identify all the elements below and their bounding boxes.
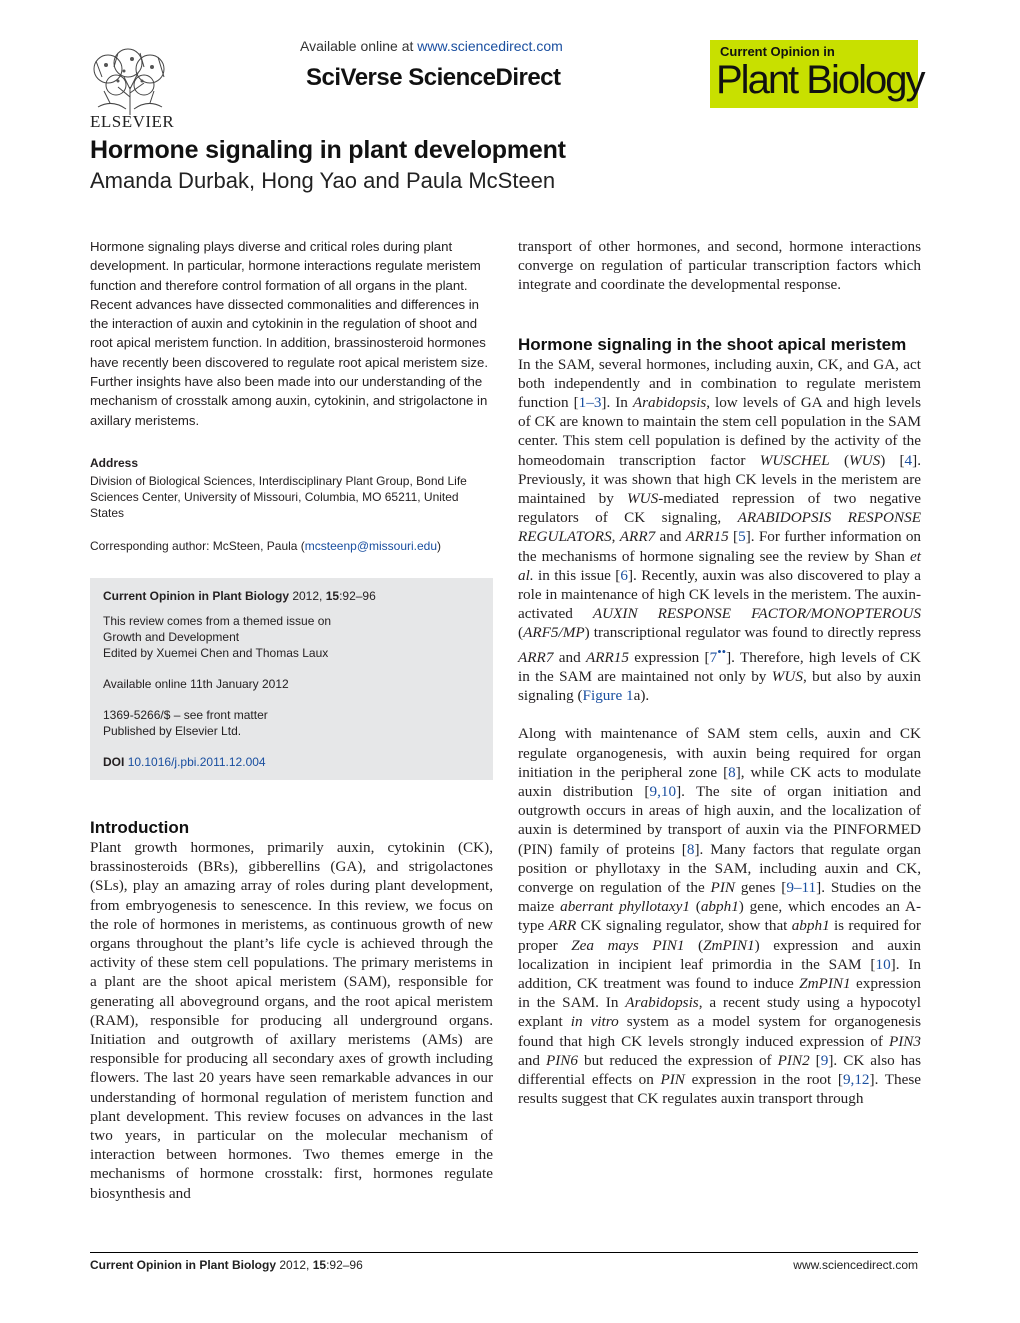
intro-continuation: transport of other hormones, and second, hormone interactions converge on regulation of particular transcription factors which integrate and coordinate the developmental response. [518, 238, 921, 294]
footer-year: 2012, [276, 1258, 313, 1272]
info-published-by: Published by Elsevier Ltd. [103, 723, 242, 738]
footer-rule [90, 1252, 918, 1253]
available-online-line [300, 38, 563, 54]
doi-link[interactable]: 10.1016/j.pbi.2011.12.004 [127, 754, 266, 769]
introduction-paragraph: Plant growth hormones, primarily auxin, cytokinin (CK), brassinosteroids (BRs), gibberellins (GA), and strigolactones (SLs), play an amazing array of roles during plant development, from embryogenesis to senescence. In this review, we focus on the role of hormones in meristems, as continuous growth of new organs throughout the plant’s life cycle is achieved through the activity of these stem cell populations. The primary meristems in a plant are the shoot apical meristem (SAM), responsible for generating all aboveground organs, and the root apical meristem (RAM), responsible for producing all underground organs. Initiation and outgrowth of axillary meristems (AMs) are responsible for producing all secondary axes of growth including flowers. The last 20 years have seen remarkable advances in our understanding of hormonal regulation of meristem function and plant development. This review focuses on advances in the last two years, in particular on the molecular mechanism of interaction between hormones. Two themes emerge in the mechanisms of hormone crosstalk: first, hormones regulate biosynthesis and [90, 838, 493, 1202]
ref-link[interactable]: 9–11 [786, 878, 817, 896]
ref-link[interactable]: 5 [738, 528, 746, 546]
ref-link[interactable]: 8 [728, 763, 736, 781]
footer-url[interactable]: www.sciencedirect.com [793, 1258, 918, 1272]
corresponding-suffix: ) [437, 538, 442, 553]
sam-section-heading: Hormone signaling in the shoot apical meristem [518, 334, 907, 354]
corresponding-email-link[interactable]: mcsteenp@missouri.edu [304, 538, 438, 553]
info-themed-line2: Growth and Development [103, 629, 240, 644]
journal-logo-small: Current Opinion in [720, 44, 835, 59]
footer-pages: :92–96 [326, 1258, 363, 1272]
article-title: Hormone signaling in plant development [90, 136, 566, 164]
ref-link[interactable]: 9,12 [842, 1070, 870, 1088]
ref-link[interactable]: 8 [686, 840, 695, 858]
address-label: Address [90, 455, 139, 470]
journal-logo-box [710, 40, 924, 108]
ref-link[interactable]: 9 [820, 1051, 829, 1069]
address-text: Division of Biological Sciences, Interdisciplinary Plant Group, Bond Life Sciences Center, University of Missouri, Columbia, MO 65211, United States [90, 473, 467, 520]
info-edited-by: Edited by Xuemei Chen and Thomas Laux [103, 645, 329, 660]
abstract: Hormone signaling plays diverse and critical roles during plant development. In particular, hormone interactions regulate meristem function and therefore control formation of all organs in the plant. Recent advances have dissected commonalities and differences in the interaction of auxin and cytokinin in the regulation of shoot and root apical meristem function. In addition, brassinosteroid hormones have recently been discovered to regulate root apical meristem size. Further insights have also been made into our understanding of the mechanism of crosstalk among auxin, cytokinin, and strigolactone in axillary meristems. [90, 239, 489, 428]
footer-citation [90, 1258, 363, 1272]
info-issn: 1369-5266/$ – see front matter [103, 707, 268, 722]
sciencedirect-link[interactable]: www.sciencedirect.com [417, 38, 563, 54]
sam-paragraph-1: In the SAM, several hormones, including auxin, CK, and GA, act both independently and in combination to regulate meristem function [1–3]. In Arabidopsis, low levels of GA and high levels of CK are known to maintain the stem cell population in the SAM center. This stem cell population is defined by the activity of the homeodomain transcription factor WUSCHEL (WUS) [4]. Previously, it was shown that high CK levels in the meristem are maintained by WUS-mediated repression of two negative regulators of CK signaling, ARABIDOPSIS RESPONSE REGULATORS, ARR7 and ARR15 [5]. For further information on the mechanisms of hormone signaling see the review by Shan et al. in this issue [6]. Recently, auxin was also discovered to play a role in maintenance of high CK levels in the meristem. The auxin-activated AUXIN RESPONSE FACTOR/MONOPTEROUS (ARF5/MP) transcriptional regulator was found to directly repress ARR7 and ARR15 expression [7••]. Therefore, high levels of CK in the SAM are maintained not only by WUS, but also by auxin signaling (Figure 1a). [518, 355, 922, 705]
ref-link[interactable]: 7•• [709, 644, 727, 666]
journal-logo-big: Plant Biology [716, 58, 924, 102]
ref-link[interactable]: 4 [904, 451, 913, 469]
corresponding-author [90, 538, 493, 554]
footer-journal: Current Opinion in Plant Biology [90, 1258, 276, 1272]
info-citation [103, 588, 481, 604]
info-doi [103, 754, 481, 770]
article-info-box [90, 578, 493, 780]
ref-link[interactable]: 9,10 [649, 782, 677, 800]
ref-link[interactable]: 10 [875, 955, 891, 973]
introduction-heading: Introduction [90, 817, 190, 837]
publisher-name: ELSEVIER [90, 112, 175, 131]
info-year: 2012, [289, 588, 326, 603]
ref-link[interactable]: 1–3 [578, 394, 602, 412]
info-themed-line1: This review comes from a themed issue on [103, 613, 332, 628]
sam-paragraph-2: Along with maintenance of SAM stem cells, auxin and CK regulate organogenesis, with auxin being required for organ initiation in the peripheral zone [8], while CK acts to modulate auxin distribution [9,10]. The site of organ initiation and outgrowth occurs in areas of high auxin, and the localization of auxin is determined by transport of auxin via the PINFORMED (PIN) family of proteins [8]. Many factors that regulate organ position or phyllotaxy in the SAM, including auxin and CK, converge on regulation of the PIN genes [9–11]. Studies on the maize aberrant phyllotaxy1 (abph1) gene, which encodes an A-type ARR CK signaling regulator, show that abph1 is required for proper Zea mays PIN1 (ZmPIN1) expression and auxin localization in incipient leaf primordia in the SAM [10]. In addition, CK treatment was found to induce ZmPIN1 expression in the SAM. In Arabidopsis, a recent study using a hypocotyl explant in vitro system as a model system for organogenesis found that high CK levels strongly induced expression of PIN3 and PIN6 but reduced the expression of PIN2 [9]. CK also has differential effects on PIN expression in the root [9,12]. These results suggest that CK regulates auxin transport through [518, 725, 922, 1108]
available-online-prefix: Available online at [300, 38, 418, 54]
platform-name: SciVerse ScienceDirect [306, 64, 561, 91]
footer-volume: 15 [312, 1258, 327, 1272]
left-column [90, 237, 493, 1203]
info-journal: Current Opinion in Plant Biology [103, 588, 289, 603]
right-column [518, 237, 921, 1108]
article-authors: Amanda Durbak, Hong Yao and Paula McSteen [90, 168, 556, 193]
ref-link[interactable]: 6 [620, 566, 628, 584]
info-available: Available online 11th January 2012 [103, 676, 289, 691]
info-pages: :92–96 [339, 588, 376, 603]
figure-link[interactable]: Figure 1 [582, 687, 634, 705]
info-volume: 15 [325, 588, 340, 603]
corresponding-prefix: Corresponding author: McSteen, Paula ( [90, 538, 305, 553]
info-doi-label: DOI [103, 754, 125, 769]
